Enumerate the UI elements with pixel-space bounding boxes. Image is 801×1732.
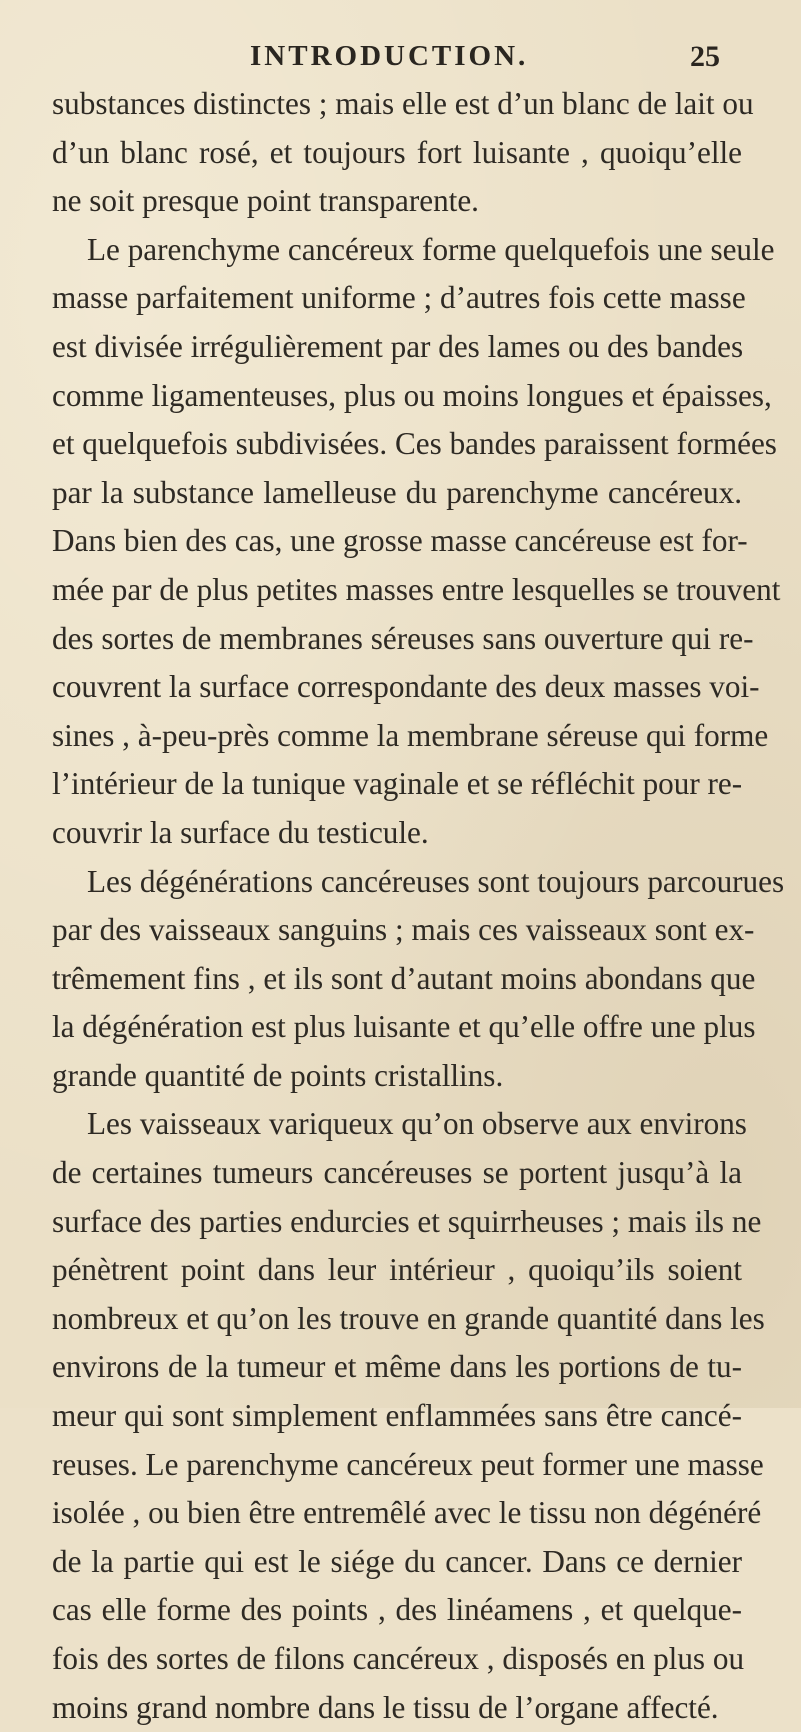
text-line: pénètrent point dans leur intérieur , quoiqu’ils soient [52,1252,742,1288]
running-head [250,40,720,80]
page-number: 25 [690,40,720,73]
text-line: trêmement fins , et ils sont d’autant moins abondans que [52,960,756,996]
text-line: de certaines tumeurs cancéreuses se portent jusqu’à la [52,1155,742,1191]
text-line: par la substance lamelleuse du parenchyme cancéreux. [52,474,742,510]
text-line: est divisée irrégulièrement par des lames ou des bandes [52,328,744,364]
text-line: surface des parties endurcies et squirrheuses ; mais ils ne [52,1203,762,1239]
text-line: cas elle forme des points , des linéamens , et quelque- [52,1592,742,1628]
text-line: masse parfaitement uniforme ; d’autres fois cette masse [52,280,746,316]
text-line: meur qui sont simplement enflammées sans être cancé- [52,1398,742,1434]
text-line: mée par de plus petites masses entre lesquelles se trouvent [52,571,781,607]
text-line: et quelquefois subdivisées. Ces bandes paraissent formées [52,426,777,462]
text-line: l’intérieur de la tunique vaginale et se réfléchit pour re- [52,766,743,802]
text-line: reuses. Le parenchyme cancéreux peut former une masse [52,1446,764,1482]
text-line: substances distinctes ; mais elle est d’un blanc de lait ou [52,86,754,121]
paragraph-start-line: Les vaisseaux variqueux qu’on observe aux environs [87,1106,747,1142]
text-line: sines , à-peu-près comme la membrane séreuse qui forme [52,717,769,753]
running-title: INTRODUCTION. [250,40,529,72]
text-line: couvrent la surface correspondante des deux masses voi- [52,669,760,705]
paragraph-start-line: Le parenchyme cancéreux forme quelquefois une seule [87,231,775,267]
text-line: moins grand nombre dans le tissu de l’organe affecté. [52,1689,719,1725]
text-line: environs de la tumeur et même dans les portions de tu- [52,1349,742,1385]
text-line: isolée , ou bien être entremêlé avec le tissu non dégénéré [52,1495,762,1531]
text-line: de la partie qui est le siége du cancer. Dans ce dernier [52,1543,742,1579]
text-line: par des vaisseaux sanguins ; mais ces vaisseaux sont ex- [52,912,755,948]
text-line: grande quantité de points cristallins. [52,1057,504,1093]
text-line: fois des sortes de filons cancéreux , disposés en plus ou [52,1641,745,1676]
text-line: des sortes de membranes séreuses sans ouverture qui re- [52,620,754,656]
text-line: d’un blanc rosé, et toujours fort luisante , quoiqu’elle [52,134,742,170]
text-line: ne soit presque point transparente. [52,183,479,219]
text-line: Dans bien des cas, une grosse masse cancéreuse est for- [52,523,748,559]
text-line: couvrir la surface du testicule. [52,814,429,850]
text-line: comme ligamenteuses, plus ou moins longues et épaisses, [52,377,772,413]
paragraph-start-line: Les dégénérations cancéreuses sont toujours parcourues [87,863,785,899]
text-line: la dégénération est plus luisante et qu’elle offre une plus [52,1009,756,1045]
body-text [52,80,785,1732]
text-line: nombreux et qu’on les trouve en grande quantité dans les [52,1300,765,1336]
